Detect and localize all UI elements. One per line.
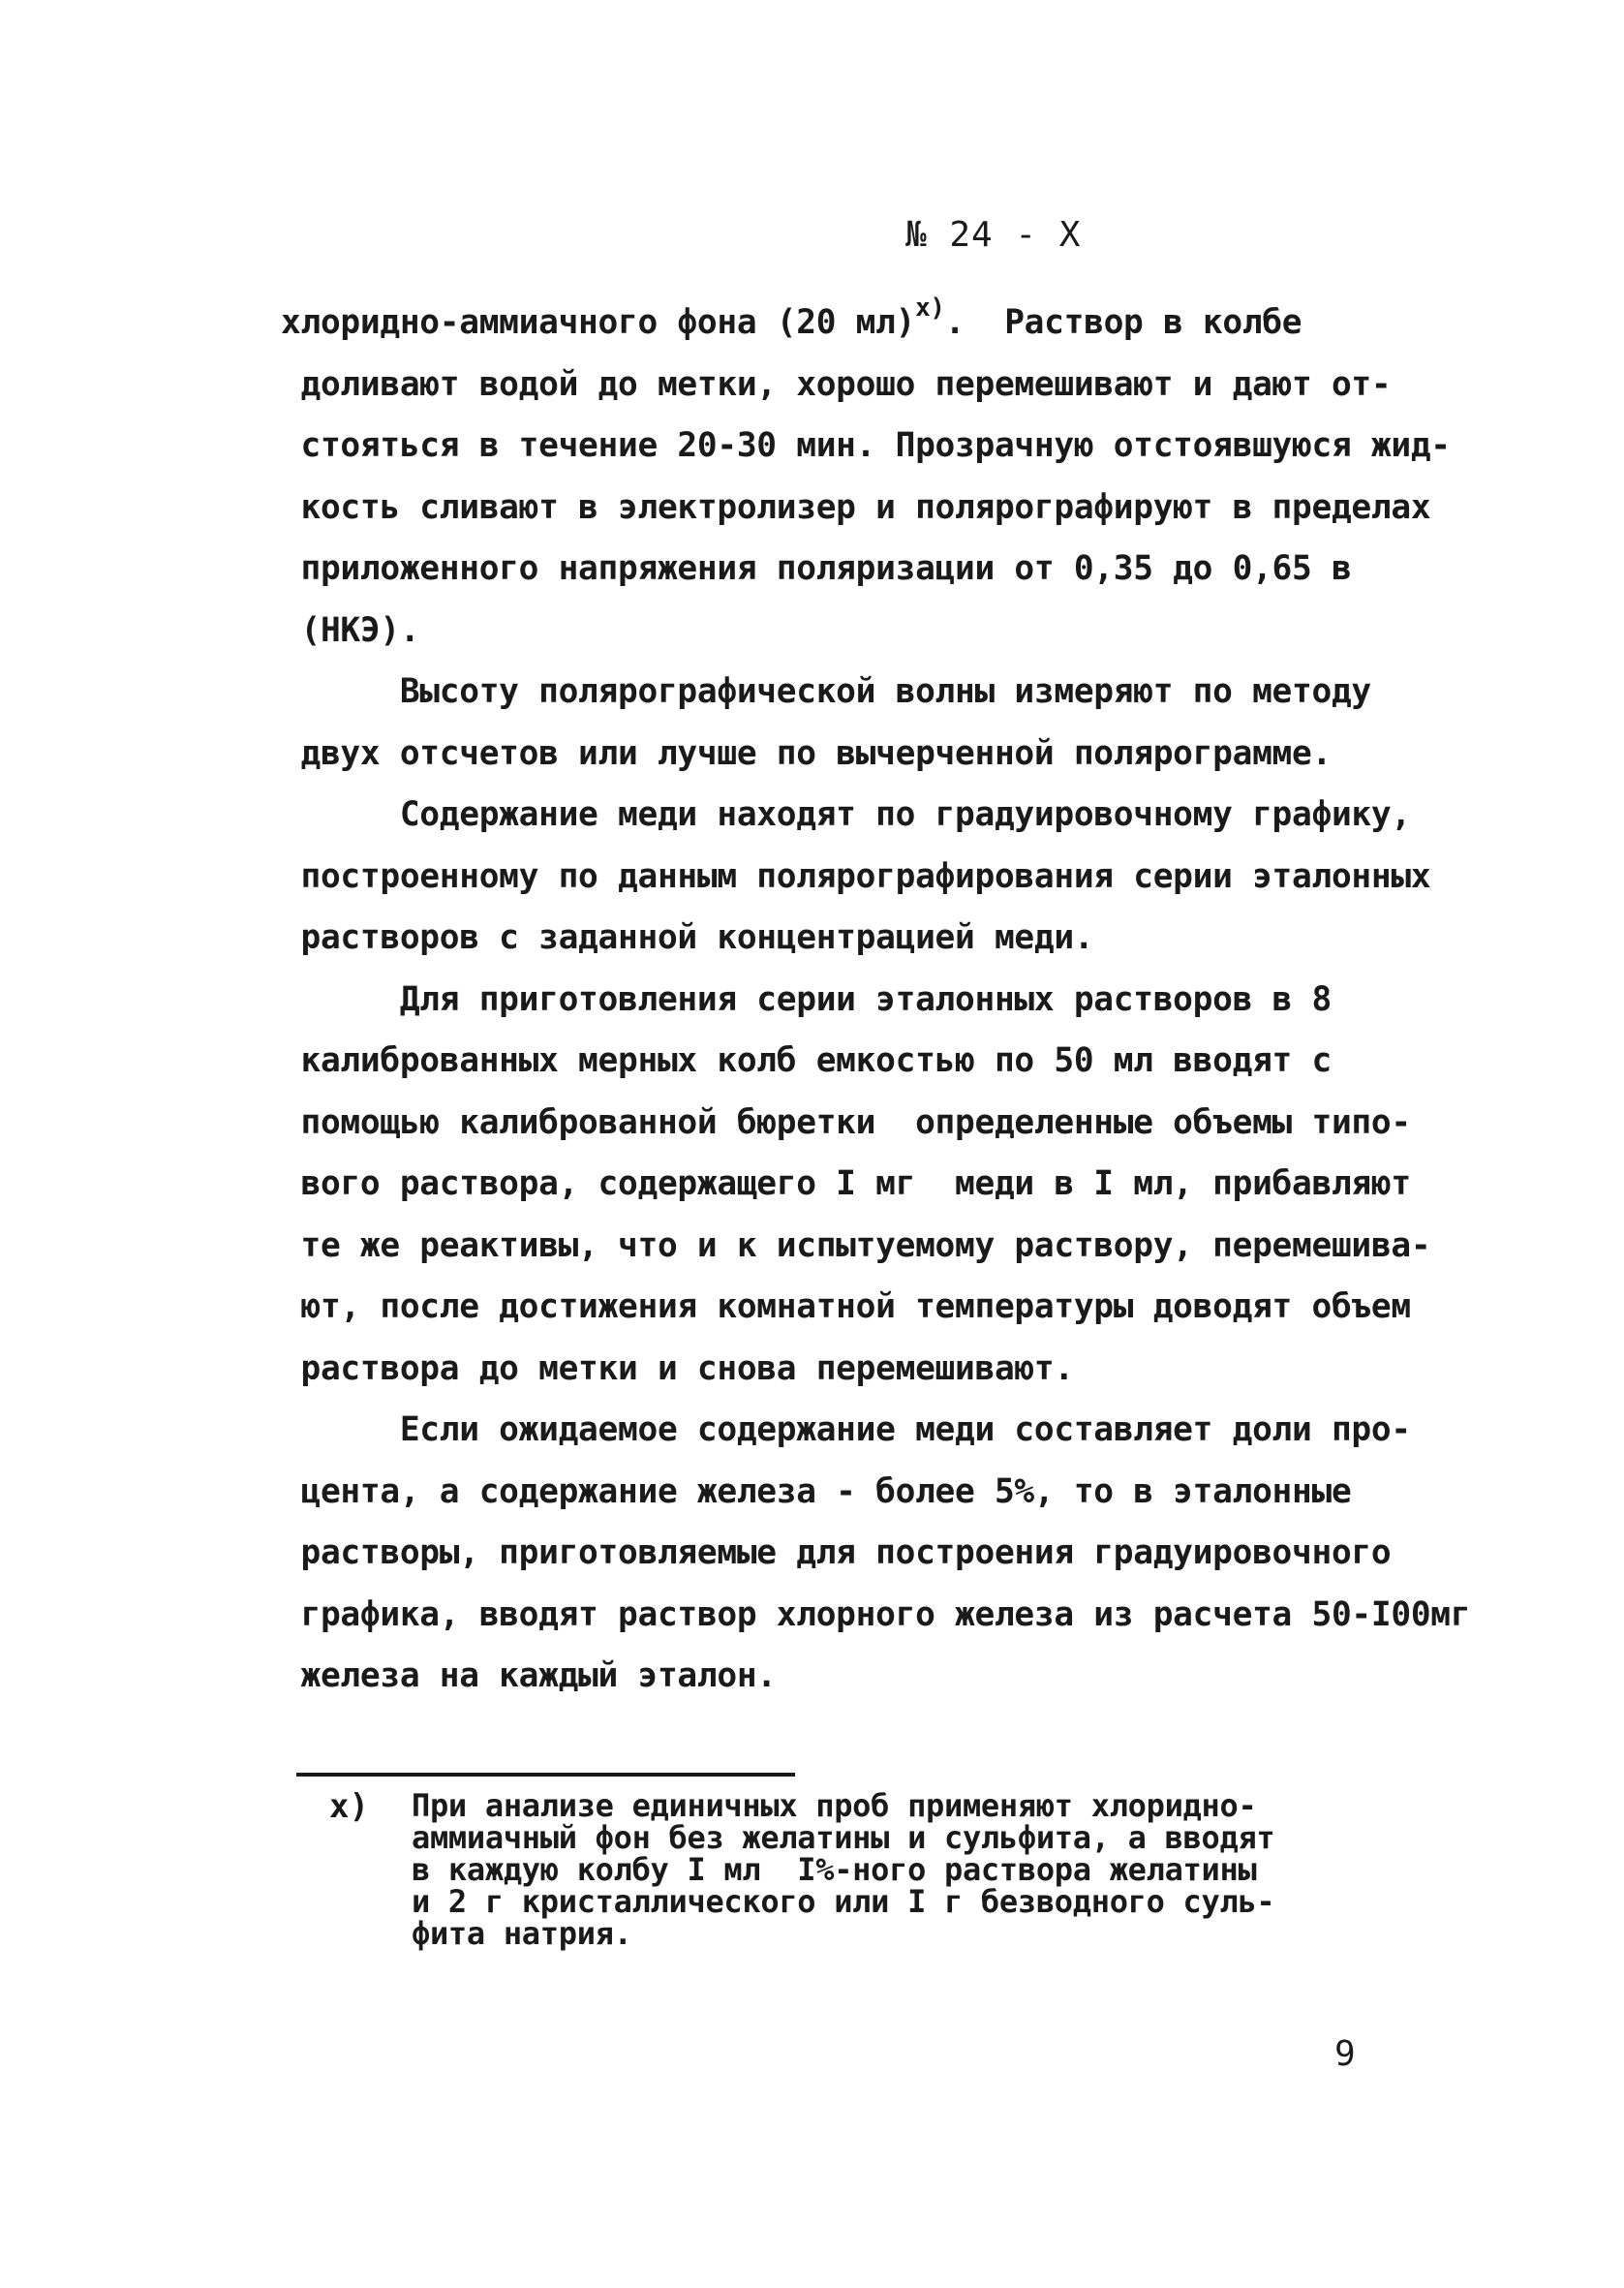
text-line: доливают водой до метки, хорошо перемешивают и дают от- [281, 364, 1392, 404]
text-line: растворы, приготовляемые для построения градуировочного [281, 1533, 1392, 1572]
text-line: растворов с заданной концентрацией меди. [281, 918, 1094, 957]
text-line: калиброванных мерных колб емкостью по 50 мл вводят с [281, 1041, 1332, 1080]
text-line: Если ожидаемое содержание меди составляет доли про- [281, 1410, 1411, 1449]
text-line: раствора до метки и снова перемешивают. [281, 1348, 1074, 1388]
footnote-line: и 2 г кристаллического или I г безводного суль- [412, 1883, 1275, 1920]
text-line: помощью калиброванной бюретки определенные объемы типо- [281, 1102, 1411, 1142]
footnote-divider [296, 1773, 795, 1777]
text-line: вого раствора, содержащего I мг меди в I мл, прибавляют [281, 1164, 1411, 1203]
page-number: 9 [1334, 2034, 1356, 2074]
footnote-marker: x) [329, 1787, 369, 1826]
text-line: стояться в течение 20-30 мин. Прозрачную отстоявшуюся жид- [281, 426, 1451, 465]
footnote-line: аммиачный фон без желатины и сульфита, а вводят [412, 1819, 1275, 1856]
footnote-text [412, 1787, 1275, 1952]
text-line: графика, вводят раствор хлорного железа из расчета 50-I00мг [281, 1594, 1471, 1634]
text-line: (НКЭ). [281, 610, 420, 650]
footnote-line: При анализе единичных проб применяют хлоридно- [412, 1787, 1257, 1824]
footnote-line: фита натрия. [412, 1915, 632, 1952]
text-line: приложенного напряжения поляризации от 0,35 до 0,65 в [281, 549, 1352, 588]
text-line: кость сливают в электролизер и полярографируют в пределах [281, 487, 1431, 527]
text-line: те же реактивы, что и к испытуемому раствору, перемешива- [281, 1225, 1431, 1265]
doc-number: № 24 - X [905, 215, 1082, 255]
text-line: построенному по данным полярографирования серии эталонных [281, 856, 1431, 896]
text-line: Высоту полярографической волны измеряют по методу [281, 672, 1371, 711]
text-line: цента, а содержание железа - более 5%, то в эталонные [281, 1471, 1352, 1511]
body-text [281, 293, 1471, 1708]
text-line: железа на каждый эталон. [281, 1656, 777, 1695]
text-line-segment: . Раствор в колбе [944, 303, 1302, 342]
text-line: ют, после достижения комнатной температуры доводят объем [281, 1287, 1411, 1326]
text-line: Для приготовления серии эталонных растворов в 8 [281, 979, 1332, 1019]
text-line [281, 293, 1414, 355]
text-line-segment: хлоридно-аммиачного фона (20 мл) [281, 303, 916, 342]
text-line: двух отсчетов или лучше по вычерченной полярограмме. [281, 733, 1332, 773]
text-line: Содержание меди находят по градуировочному графику, [281, 795, 1411, 834]
footnote-line: в каждую колбу I мл I%-ного раствора желатины [412, 1851, 1257, 1888]
footnote-reference: x) [915, 294, 945, 323]
